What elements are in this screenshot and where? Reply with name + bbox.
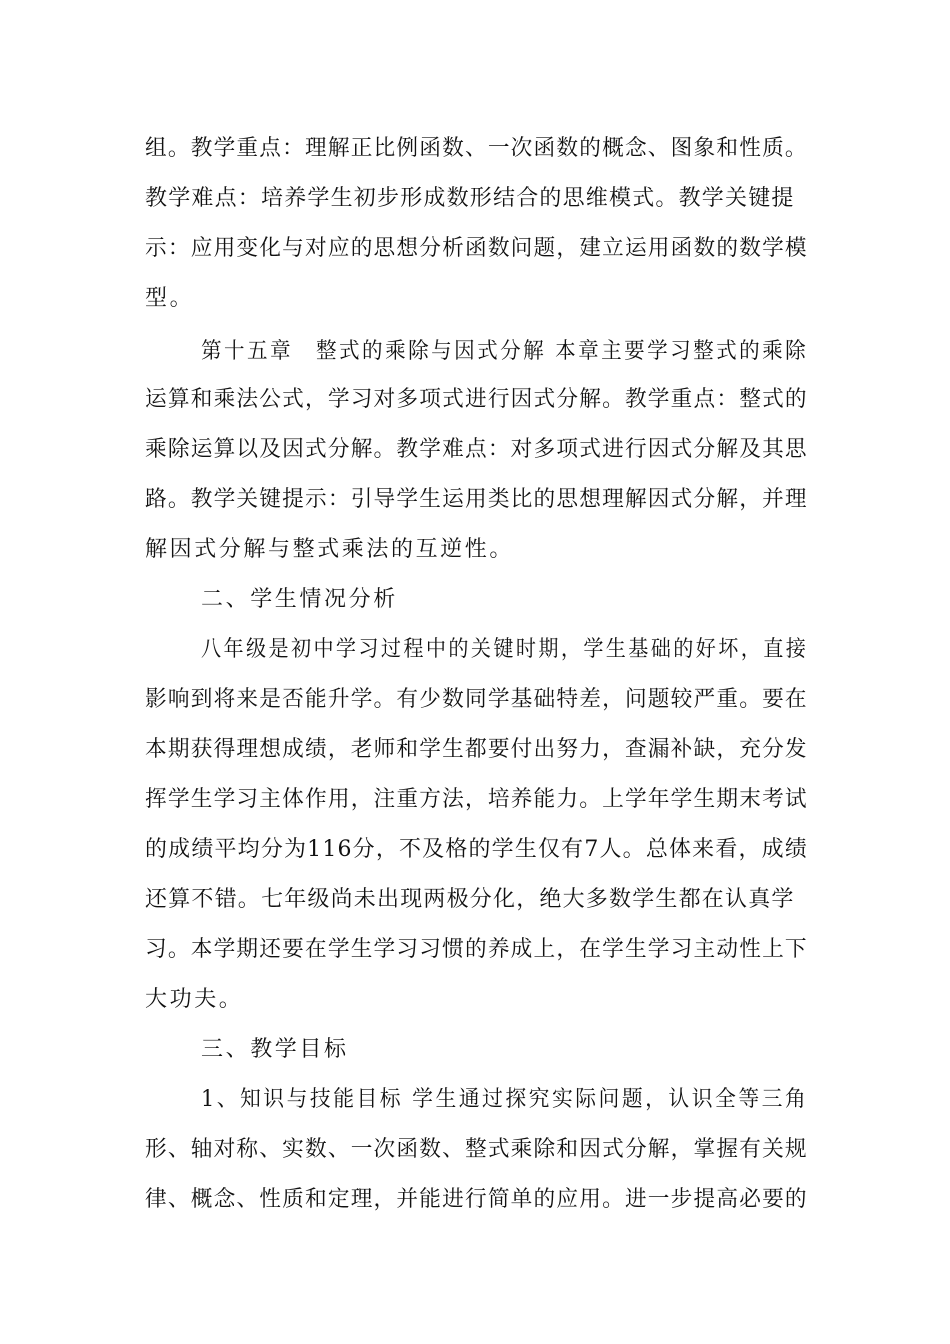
text-line: 形、轴对称、实数、一次函数、整式乘除和因式分解，掌握有关规 — [145, 1137, 808, 1162]
text-line: 解因式分解与整式乘法的互逆性。 — [145, 537, 515, 562]
text-line: 律、概念、性质和定理，并能进行简单的应用。进一步提高必要的 — [145, 1187, 808, 1212]
chapter-15-paragraph-start: 第十五章 整式的乘除与因式分解 本章主要学习整式的乘除 — [201, 339, 809, 364]
text-line: 运算和乘法公式，学习对多项式进行因式分解。教学重点：整式的 — [145, 387, 808, 412]
text-line: 组。教学重点：理解正比例函数、一次函数的概念、图象和性质。 — [145, 136, 808, 161]
text-line: 路。教学关键提示：引导学生运用类比的思想理解因式分解，并理 — [145, 487, 808, 512]
text-line: 本期获得理想成绩，老师和学生都要付出努力，查漏补缺，充分发 — [145, 737, 808, 762]
text-line: 习。本学期还要在学生学习习惯的养成上，在学生学习主动性上下 — [145, 937, 808, 962]
text-line: 的成绩平均分为116分，不及格的学生仅有7人。总体来看，成绩 — [145, 837, 809, 862]
section-heading-teaching-goals: 三、教学目标 — [201, 1037, 349, 1062]
text-line: 大功夫。 — [145, 987, 244, 1012]
text-line: 还算不错。七年级尚未出现两极分化，绝大多数学生都在认真学 — [145, 887, 795, 912]
text-line: 影响到将来是否能升学。有少数同学基础特差，问题较严重。要在 — [145, 687, 808, 712]
text-line: 挥学生学习主体作用，注重方法，培养能力。上学年学生期末考试 — [145, 787, 808, 812]
student-analysis-paragraph-start: 八年级是初中学习过程中的关键时期，学生基础的好坏，直接 — [201, 637, 809, 662]
section-heading-student-analysis: 二、学生情况分析 — [201, 587, 398, 612]
text-line: 示：应用变化与对应的思想分析函数问题，建立运用函数的数学模 — [145, 236, 808, 261]
text-line: 型。 — [145, 286, 195, 311]
text-line: 乘除运算以及因式分解。教学难点：对多项式进行因式分解及其思 — [145, 437, 808, 462]
text-line: 教学难点：培养学生初步形成数形结合的思维模式。教学关键提 — [145, 186, 795, 211]
goal-1-paragraph-start: 1、知识与技能目标 学生通过探究实际问题，认识全等三角 — [201, 1087, 809, 1112]
